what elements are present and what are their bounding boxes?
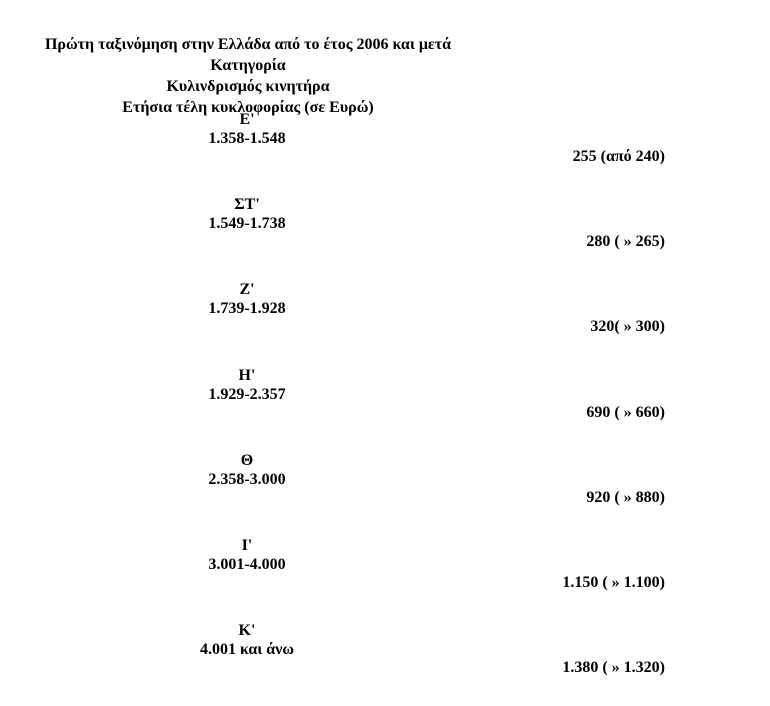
fee-table-body xyxy=(0,110,770,706)
category-cell: Η' xyxy=(238,366,256,384)
cylinder-range-cell: 1.929-2.357 xyxy=(208,385,286,403)
table-header xyxy=(0,34,496,118)
column-header-category: Κατηγορία xyxy=(210,57,286,74)
annual-fee-cell: 690 ( » 660) xyxy=(586,403,665,421)
cylinder-range-cell: 3.001-4.000 xyxy=(208,555,286,573)
category-cell: Ι' xyxy=(241,536,253,554)
table-row xyxy=(0,451,770,536)
category-cell: Ε' xyxy=(239,111,255,128)
annual-fee-cell: 280 ( » 265) xyxy=(586,233,665,251)
table-row xyxy=(0,195,770,280)
annual-fee-cell: 920 ( » 880) xyxy=(586,488,665,506)
cylinder-range-cell: 1.739-1.928 xyxy=(208,300,286,318)
cylinder-range-cell: 2.358-3.000 xyxy=(208,470,286,488)
table-row xyxy=(0,536,770,621)
column-header-cylinder: Κυλινδρισμός κινητήρα xyxy=(166,78,330,95)
annual-fee-cell: 320( » 300) xyxy=(590,318,665,336)
table-row xyxy=(0,621,770,706)
table-row xyxy=(0,366,770,451)
category-cell: Κ' xyxy=(238,622,256,640)
table-row xyxy=(0,110,770,195)
column-header-fees: Ετήσια τέλη κυκλοφορίας (σε Ευρώ) xyxy=(122,99,374,116)
cylinder-range-cell: 1.358-1.548 xyxy=(208,130,286,147)
category-cell: ΣΤ' xyxy=(234,196,260,214)
annual-fee-cell: 1.380 ( » 1.320) xyxy=(562,659,665,677)
table-row xyxy=(0,280,770,365)
cylinder-range-cell: 4.001 και άνω xyxy=(199,641,295,659)
cylinder-range-cell: 1.549-1.738 xyxy=(208,215,286,233)
page-title: Πρώτη ταξινόμηση στην Ελλάδα από το έτος 2006 και μετά xyxy=(44,36,452,53)
annual-fee-cell: 255 (από 240) xyxy=(572,148,665,165)
annual-fee-cell: 1.150 ( » 1.100) xyxy=(562,573,665,591)
category-cell: Θ xyxy=(240,451,254,469)
category-cell: Ζ' xyxy=(239,281,255,299)
